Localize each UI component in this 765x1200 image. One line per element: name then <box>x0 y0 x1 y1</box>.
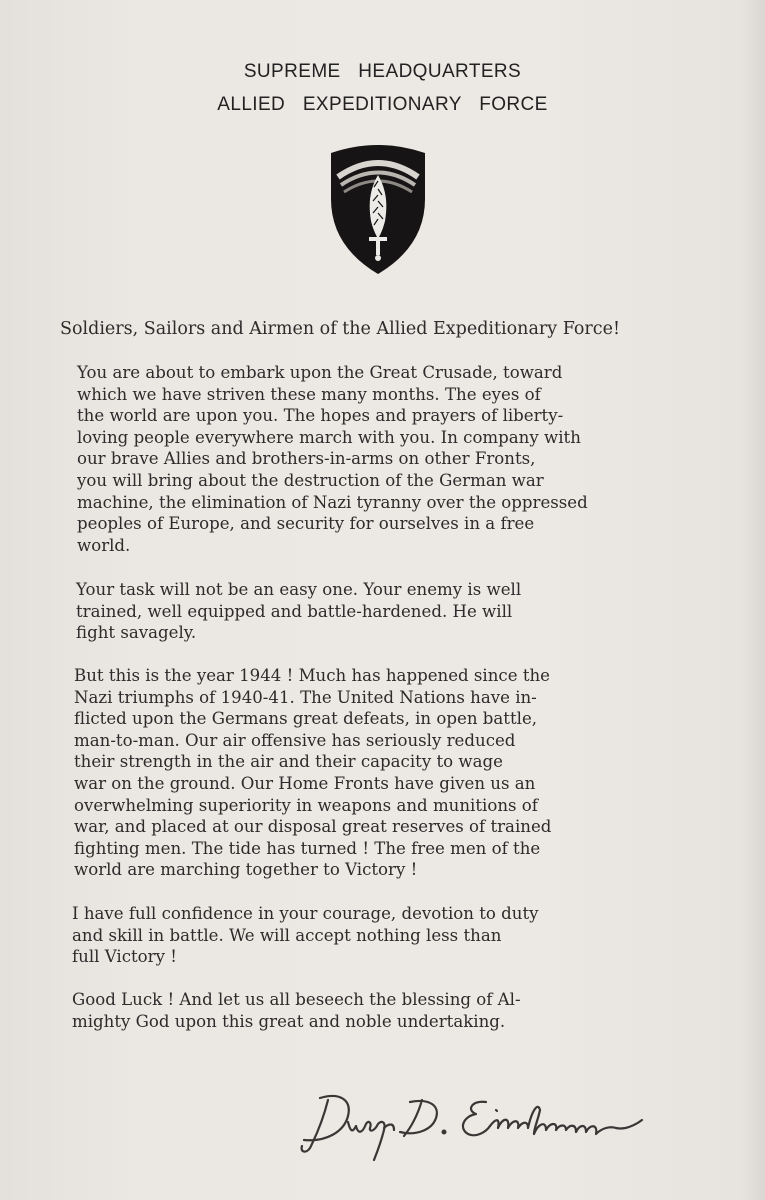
handwritten-signature-icon <box>290 1080 670 1170</box>
text-line: and skill in battle. We will accept nothing less than <box>72 925 502 945</box>
text-line: war, and placed at our disposal great reserves of trained <box>74 817 552 837</box>
text-line: war on the ground. Our Home Fronts have given us an <box>74 773 536 793</box>
text-line: mighty God upon this great and noble undertaking. <box>72 1011 506 1031</box>
text-line: Your task will not be an easy one. Your enemy is well <box>76 580 522 599</box>
text-line: overwhelming superiority in weapons and munitions of <box>74 795 538 815</box>
text-line: fighting men. The tide has turned ! The free men of the <box>74 838 541 858</box>
header-allied-expeditionary-force: ALLIED EXPEDITIONARY FORCE <box>217 94 548 115</box>
text-line: loving people everywhere march with you. In company with <box>77 427 581 447</box>
text-line: Nazi triumphs of 1940-41. The United Nations have in- <box>74 687 537 707</box>
paragraph-4 <box>72 903 652 968</box>
text-line: Good Luck ! And let us all beseech the blessing of Al- <box>72 990 521 1009</box>
text-line: you will bring about the destruction of the German war <box>77 470 544 490</box>
text-line: flicted upon the Germans great defeats, in open battle, <box>74 709 538 729</box>
text-line: But this is the year 1944 ! Much has happened since the <box>74 666 550 685</box>
text-line: world. <box>77 535 131 555</box>
header-supreme-headquarters: SUPREME HEADQUARTERS <box>243 61 522 82</box>
paragraph-1 <box>77 362 657 556</box>
text-line: the world are upon you. The hopes and prayers of liberty- <box>77 406 564 426</box>
paragraph-3 <box>74 665 654 881</box>
text-line: full Victory ! <box>72 947 177 967</box>
salutation: Soldiers, Sailors and Airmen of the Allied Expeditionary Force! <box>60 319 620 339</box>
text-line: their strength in the air and their capacity to wage <box>74 752 503 772</box>
text-line: I have full confidence in your courage, devotion to duty <box>72 904 539 923</box>
text-line: peoples of Europe, and security for ourselves in a free <box>77 514 535 534</box>
text-line: our brave Allies and brothers-in-arms on other Fronts, <box>77 449 536 469</box>
text-line: fight savagely. <box>76 623 197 643</box>
paragraph-2 <box>76 579 656 644</box>
text-line: trained, well equipped and battle-hardened. He will <box>76 601 513 621</box>
paragraph-5 <box>72 989 652 1032</box>
text-line: You are about to embark upon the Great Crusade, toward <box>77 363 563 382</box>
text-line: machine, the elimination of Nazi tyranny over the oppressed <box>77 492 588 512</box>
shaef-shield-icon <box>328 141 428 275</box>
text-line: which we have striven these many months. The eyes of <box>77 384 541 404</box>
text-line: world are marching together to Victory ! <box>74 860 418 880</box>
text-line: man-to-man. Our air offensive has seriously reduced <box>74 730 516 750</box>
